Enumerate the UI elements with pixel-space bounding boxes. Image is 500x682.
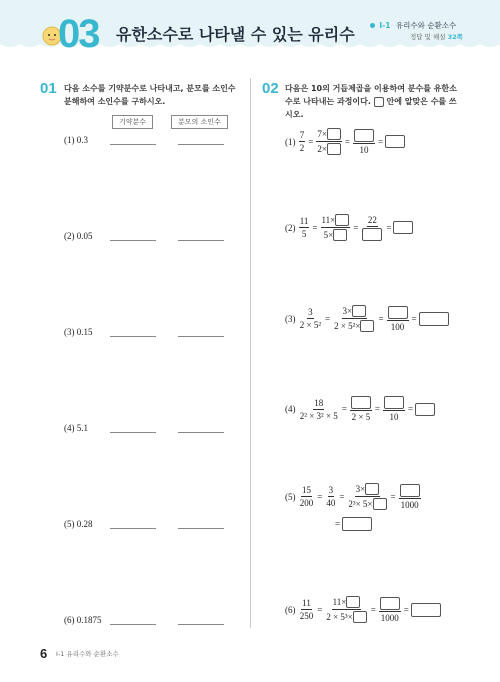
blank-box-icon <box>374 97 384 107</box>
answer-ref-page: 32쪽 <box>447 33 463 41</box>
answer-blank[interactable] <box>110 432 156 433</box>
question-1-text <box>64 82 244 108</box>
numerator: 3× <box>342 306 353 316</box>
denominator: 5 <box>301 229 307 239</box>
denominator: 250 <box>299 611 314 621</box>
answer-box[interactable] <box>373 498 387 510</box>
numerator: 11× <box>321 215 336 225</box>
denominator: 2 <box>299 143 305 153</box>
answer-blank[interactable] <box>178 336 224 337</box>
denominator: 100 <box>390 321 405 332</box>
answer-blank[interactable] <box>110 240 156 241</box>
answer-box[interactable] <box>362 228 382 241</box>
q2-item-4: (4) $\frac{18}{\text{2² × 3² × 5}}$ = 2 × 5 = 10 = <box>285 396 435 422</box>
lesson-number: 03 <box>58 12 99 56</box>
denominator: 10 <box>389 412 399 422</box>
q2-item-label: (1) <box>285 136 296 147</box>
footer-chapter: I-1 유리수와 순환소수 <box>56 650 119 658</box>
question-2-text <box>285 82 475 121</box>
answer-box[interactable] <box>411 603 441 617</box>
numerator: 11 <box>299 216 309 226</box>
numerator: 3× <box>355 484 366 494</box>
answer-box[interactable] <box>385 135 405 148</box>
column-header-reduced-fraction: 기약분수 <box>112 115 153 129</box>
answer-reference <box>410 32 463 41</box>
denominator: 2² × 3² × 5 <box>299 410 338 421</box>
numerator: 22 <box>367 214 377 225</box>
denominator: 2 × 5²× <box>334 321 361 331</box>
denominator: 2³× 5× <box>348 499 373 509</box>
page-number: 6 <box>40 646 48 661</box>
lesson-title: 유한소수로 나타낼 수 있는 유리수 <box>116 25 355 44</box>
q1-item-label: (2) 0.05 <box>64 231 93 241</box>
numerator: 3 <box>328 485 334 495</box>
answer-box[interactable] <box>384 396 404 409</box>
column-header-prime-factors: 분모의 소인수 <box>171 115 228 129</box>
answer-box[interactable] <box>342 517 372 531</box>
denominator: 1000 <box>400 499 419 510</box>
answer-blank[interactable] <box>178 528 224 529</box>
denominator: 2 × 5³× <box>326 612 353 622</box>
bullet-icon <box>370 23 375 28</box>
numerator: 11 <box>302 598 311 608</box>
denominator: 40 <box>326 498 336 508</box>
q2-item-label: (3) <box>285 313 296 324</box>
question-2-line2-start: 수로 나타내는 과정이다. <box>285 97 371 106</box>
chapter-tag <box>370 20 456 31</box>
q1-item-label: (4) 5.1 <box>64 423 88 433</box>
q2-item-2: (2) $\frac{11}{5}$ = $\frac{11\times}{5\times}$ = 22 = <box>285 214 413 241</box>
page-header <box>0 0 500 56</box>
answer-box[interactable] <box>400 484 420 497</box>
numerator: 7 <box>299 130 305 140</box>
answer-box[interactable] <box>327 128 341 140</box>
numerator: 18 <box>314 397 324 408</box>
answer-blank[interactable] <box>110 336 156 337</box>
question-2-line1: 다음은 10의 거듭제곱을 이용하여 분수를 유한소 <box>285 84 457 93</box>
q1-item-label: (1) 0.3 <box>64 135 88 145</box>
chapter-title: 유리수와 순환소수 <box>395 21 457 30</box>
q2-item-6: (6) $\frac{11}{250}$ = $\frac{11\times}{\text{2 × 5³×}}$ = 1000 = <box>285 596 441 623</box>
denominator: 10 <box>359 144 369 155</box>
question-1-line1: 다음 소수를 기약분수로 나타내고, 분모를 소인수 <box>64 84 236 93</box>
chapter-code: I-1 <box>379 21 391 30</box>
answer-box[interactable] <box>335 214 349 226</box>
q2-item-3: (3) $\frac{3}{\text{2 × 5²}}$ = $\frac{3\times}{\text{2 × 5²×}}$ = 100 = <box>285 305 449 332</box>
answer-box[interactable] <box>353 611 367 623</box>
answer-box[interactable] <box>352 305 366 317</box>
question-2-number: 02 <box>262 80 279 97</box>
q2-item-label: (2) <box>285 222 296 233</box>
numerator: 11× <box>332 597 347 607</box>
answer-box[interactable] <box>351 396 371 409</box>
column-divider <box>250 78 251 628</box>
q2-item-label: (5) <box>285 491 296 502</box>
answer-box[interactable] <box>380 597 400 610</box>
q2-item-label: (4) <box>285 404 296 414</box>
q1-item-label: (3) 0.15 <box>64 327 93 337</box>
question-1-line2: 분해하여 소인수를 구하시오. <box>64 97 166 106</box>
numerator: 3 <box>308 307 313 317</box>
answer-box[interactable] <box>388 306 408 319</box>
question-2-line3: 시오. <box>285 110 304 119</box>
answer-box[interactable] <box>365 483 379 495</box>
answer-box[interactable] <box>327 143 341 155</box>
denominator: 2× <box>317 144 327 154</box>
question-2-line2-end: 안에 알맞은 수를 쓰 <box>386 97 457 106</box>
answer-ref-prefix: 정답 및 해설 <box>410 33 446 41</box>
denominator: 2 × 5 <box>351 412 371 422</box>
answer-blank[interactable] <box>178 144 224 145</box>
answer-box[interactable] <box>346 596 360 608</box>
q2-item-label: (6) <box>285 604 296 615</box>
denominator: 5× <box>323 230 334 240</box>
numerator: 15 <box>302 485 311 495</box>
answer-blank[interactable] <box>178 432 224 433</box>
answer-box[interactable] <box>360 320 374 332</box>
q2-item-5-continued: = <box>333 517 372 531</box>
answer-box[interactable] <box>333 229 347 241</box>
denominator: 200 <box>299 498 314 508</box>
answer-blank[interactable] <box>178 624 224 625</box>
answer-box[interactable] <box>354 129 374 142</box>
denominator: 1000 <box>380 612 399 623</box>
answer-blank[interactable] <box>178 240 224 241</box>
answer-box[interactable] <box>415 403 435 416</box>
question-2-line2 <box>285 95 475 108</box>
answer-blank[interactable] <box>110 144 156 145</box>
q1-item-label: (5) 0.28 <box>64 519 93 529</box>
question-1-number: 01 <box>40 80 57 97</box>
q2-item-5: (5) $\frac{15}{200}$ = $\frac{3}{40}$ = $\frac{3\times}{\text{2³× 5×}}$ = 1000 <box>285 484 419 510</box>
q2-item-1: (1) $\frac{7}{2}$ = $\frac{7\times}{2\times}$ = 10 = <box>285 128 405 155</box>
answer-box[interactable] <box>393 221 413 234</box>
denominator: 2 × 5² <box>299 320 322 330</box>
answer-blank[interactable] <box>110 528 156 529</box>
q1-item-label: (6) 0.1875 <box>64 615 102 625</box>
answer-box[interactable] <box>419 312 449 326</box>
answer-blank[interactable] <box>110 624 156 625</box>
numerator: 7× <box>317 129 327 139</box>
